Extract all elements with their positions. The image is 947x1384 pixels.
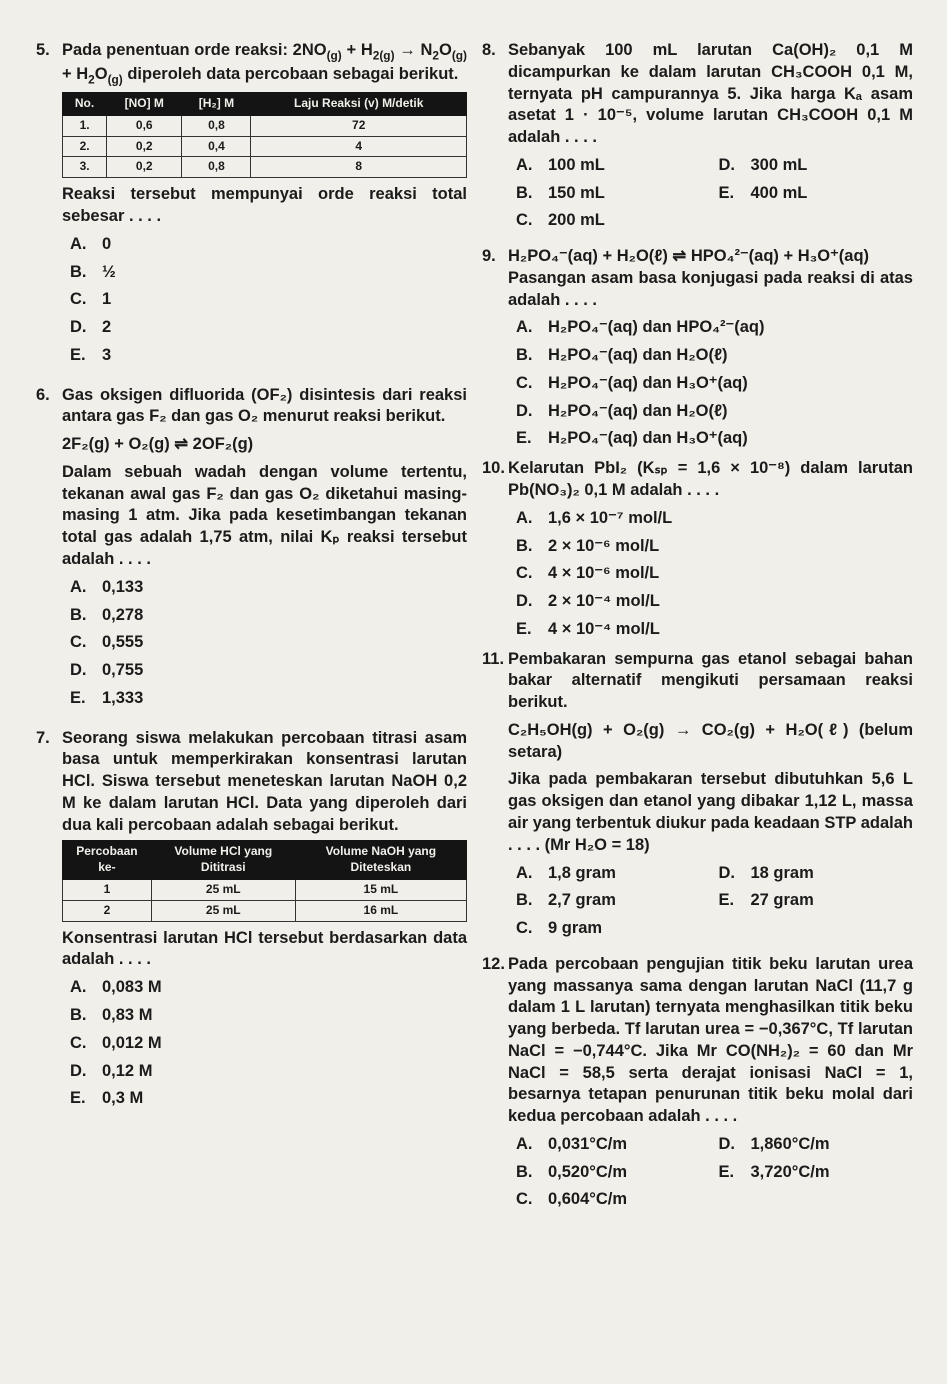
question-9 bbox=[482, 246, 913, 450]
option-d[interactable]: D. 1,860°C/m bbox=[718, 1134, 830, 1153]
question-10 bbox=[482, 458, 913, 640]
question-5 bbox=[36, 40, 467, 367]
option-e[interactable]: E. 400 mL bbox=[718, 183, 808, 202]
question-7 bbox=[36, 728, 467, 1111]
option-a[interactable]: A. 0,083 M bbox=[70, 978, 162, 997]
option-c[interactable]: C. 0,012 M bbox=[70, 1033, 162, 1052]
option-a[interactable]: A. 1,6 × 10⁻⁷ mol/L bbox=[516, 508, 673, 527]
question-stem: Kelarutan PbI₂ (Kₛₚ = 1,6 × 10⁻⁸) dalam larutan Pb(NO₃)₂ 0,1 M adalah . . . . bbox=[508, 459, 913, 500]
question-prompt: Konsentrasi larutan HCl tersebut berdasarkan data adalah . . . . bbox=[62, 928, 467, 969]
question-body: Dalam sebuah wadah dengan volume tertentu, tekanan awal gas F₂ dan gas O₂ diketahui masing-masing 1 atm. Jika pada kesetimbangan tekanan total gas adalah 1,75 atm, nilai Kₚ reaksi tersebut adalah . . . . bbox=[62, 462, 467, 568]
question-number: 6. bbox=[36, 385, 50, 404]
option-c[interactable]: C. 0,604°C/m bbox=[516, 1190, 628, 1209]
right-column bbox=[482, 40, 913, 1225]
question-stem: Seorang siswa melakukan percobaan titrasi asam basa untuk memperkirakan konsentrasi larutan HCl. Siswa tersebut meneteskan larutan NaOH 0,2 M ke dalam larutan HCl. Data yang diperoleh dari dua kali percobaan adalah sebagai berikut. bbox=[62, 728, 467, 834]
question-8 bbox=[482, 40, 913, 238]
option-d[interactable]: D. 18 gram bbox=[718, 863, 814, 882]
titration-table bbox=[62, 840, 467, 921]
question-stem: Pasangan asam basa konjugasi pada reaksi di atas adalah . . . . bbox=[508, 268, 913, 309]
reaction-equation: 2F₂(g) + O₂(g) ⇌ 2OF₂(g) bbox=[62, 435, 254, 454]
option-e[interactable]: E. 1,333 bbox=[70, 688, 144, 707]
reaction-equation: H₂PO₄⁻(aq) + H₂O(ℓ) ⇌ HPO₄²⁻(aq) + H₃O⁺(aq) bbox=[508, 247, 870, 266]
option-d[interactable]: D. 0,12 M bbox=[70, 1061, 153, 1080]
option-b[interactable]: B. 0,520°C/m bbox=[516, 1162, 628, 1181]
option-b[interactable]: B. 0,278 bbox=[70, 605, 144, 624]
question-number: 9. bbox=[482, 247, 496, 266]
option-c[interactable]: C. 9 gram bbox=[516, 919, 603, 938]
table-row: 1. 0,6 0,8 72 bbox=[63, 115, 467, 136]
question-stem: Pada penentuan orde reaksi: $2NO_{(g)} + H_{2(g)} \to N_2O_{(g)} + H_2O_{(g)}$ diperoleh data percobaan sebagai berikut. bbox=[62, 41, 467, 87]
option-c[interactable]: C. 0,555 bbox=[70, 633, 144, 652]
table-row: 2. 0,2 0,4 4 bbox=[63, 136, 467, 157]
option-a[interactable]: A. H₂PO₄⁻(aq) dan HPO₄²⁻(aq) bbox=[516, 318, 765, 337]
question-number: 10. bbox=[482, 459, 505, 478]
option-a[interactable]: A. 100 mL bbox=[516, 155, 605, 174]
question-11 bbox=[482, 649, 913, 946]
table-header: Volume HCl yang Dititrasi bbox=[151, 841, 295, 880]
question-number: 12. bbox=[482, 954, 505, 973]
option-e[interactable]: E. H₂PO₄⁻(aq) dan H₃O⁺(aq) bbox=[516, 429, 748, 448]
option-d[interactable]: D. 0,755 bbox=[70, 661, 144, 680]
option-b[interactable]: B. 2 × 10⁻⁶ mol/L bbox=[516, 536, 660, 555]
option-b[interactable]: B. 150 mL bbox=[516, 183, 605, 202]
option-c[interactable]: C. H₂PO₄⁻(aq) dan H₃O⁺(aq) bbox=[516, 373, 748, 392]
table-row: 3. 0,2 0,8 8 bbox=[63, 157, 467, 178]
option-c[interactable]: C. 1 bbox=[70, 290, 112, 309]
option-b[interactable]: B. H₂PO₄⁻(aq) dan H₂O(ℓ) bbox=[516, 346, 728, 365]
option-d[interactable]: D. 300 mL bbox=[718, 155, 808, 174]
option-a[interactable]: A. 0,031°C/m bbox=[516, 1134, 628, 1153]
question-6 bbox=[36, 385, 467, 710]
table-header: [H₂] M bbox=[182, 92, 251, 115]
option-b[interactable]: B. 0,83 M bbox=[70, 1006, 153, 1024]
table-header: Volume NaOH yang Diteteskan bbox=[295, 841, 466, 880]
option-e[interactable]: E. 3 bbox=[70, 345, 112, 364]
table-header: Laju Reaksi (v) M/detik bbox=[251, 92, 467, 115]
option-e[interactable]: E. 4 × 10⁻⁴ mol/L bbox=[516, 619, 660, 638]
question-number: 7. bbox=[36, 728, 50, 747]
option-d[interactable]: D. 2 × 10⁻⁴ mol/L bbox=[516, 592, 660, 611]
left-column bbox=[36, 40, 467, 1118]
option-c[interactable]: C. 4 × 10⁻⁶ mol/L bbox=[516, 564, 660, 583]
question-body: Jika pada pembakaran tersebut dibutuhkan 5,6 L gas oksigen dan etanol yang dibakar 1,12 L, massa air yang terbentuk diukur pada keadaan STP adalah . . . . (Mr H₂O = 18) bbox=[508, 770, 913, 854]
option-e[interactable]: E. 0,3 M bbox=[70, 1089, 144, 1108]
question-stem: Sebanyak 100 mL larutan Ca(OH)₂ 0,1 M dicampurkan ke dalam larutan CH₃COOH 0,1 M, ternyata pH campurannya 5. Jika harga Kₐ asam asetat 1 · 10⁻⁵, volume larutan CH₃COOH 0,1 M adalah . . . . bbox=[508, 41, 913, 147]
question-stem: Gas oksigen difluorida (OF₂) disintesis dari reaksi antara gas F₂ dan gas O₂ menurut reaksi berikut. bbox=[62, 385, 467, 426]
question-12 bbox=[482, 954, 913, 1217]
option-c[interactable]: C. 200 mL bbox=[516, 211, 605, 230]
option-b[interactable]: B. ½ bbox=[70, 262, 116, 281]
option-a[interactable]: A. 0 bbox=[70, 234, 112, 253]
option-a[interactable]: A. 0,133 bbox=[70, 577, 144, 596]
table-row: 1 25 mL 15 mL bbox=[63, 880, 467, 901]
option-b[interactable]: B. 2,7 gram bbox=[516, 891, 616, 910]
table-header: No. bbox=[63, 92, 107, 115]
question-prompt: Reaksi tersebut mempunyai orde reaksi total sebesar . . . . bbox=[62, 185, 467, 226]
question-number: 11. bbox=[482, 649, 505, 668]
table-row: 2 25 mL 16 mL bbox=[63, 900, 467, 921]
option-e[interactable]: E. 27 gram bbox=[718, 891, 814, 910]
rate-data-table bbox=[62, 92, 467, 178]
question-stem: Pembakaran sempurna gas etanol sebagai bahan bakar alternatif mengikuti persamaan reaksi berikut. bbox=[508, 649, 913, 712]
option-e[interactable]: E. 3,720°C/m bbox=[718, 1162, 830, 1181]
table-header: Percobaan ke- bbox=[63, 841, 152, 880]
option-a[interactable]: A. 1,8 gram bbox=[516, 863, 616, 882]
table-header: [NO] M bbox=[107, 92, 182, 115]
reaction-equation: C₂H₅OH(g) + O₂(g) → CO₂(g) + H₂O(ℓ) (belum setara) bbox=[508, 720, 913, 761]
option-d[interactable]: D. H₂PO₄⁻(aq) dan H₂O(ℓ) bbox=[516, 401, 728, 420]
option-d[interactable]: D. 2 bbox=[70, 318, 112, 337]
question-number: 8. bbox=[482, 41, 496, 59]
question-number: 5. bbox=[36, 41, 50, 59]
question-stem: Pada percobaan pengujian titik beku larutan urea yang massanya sama dengan larutan NaCl (11,7 g dalam 1 L larutan) ternyata menghasilkan titik beku yang berbeda. Tf larutan urea = −0,367°C, Tf larutan NaCl = −0,744°C. Jika Mr CO(NH₂)₂ = 60 dan Mr NaCl = 58,5 serta derajat ionisasi NaCl = 1, besarnya tetapan penurunan titik beku molal dari kedua percobaan adalah . . . . bbox=[508, 954, 913, 1126]
